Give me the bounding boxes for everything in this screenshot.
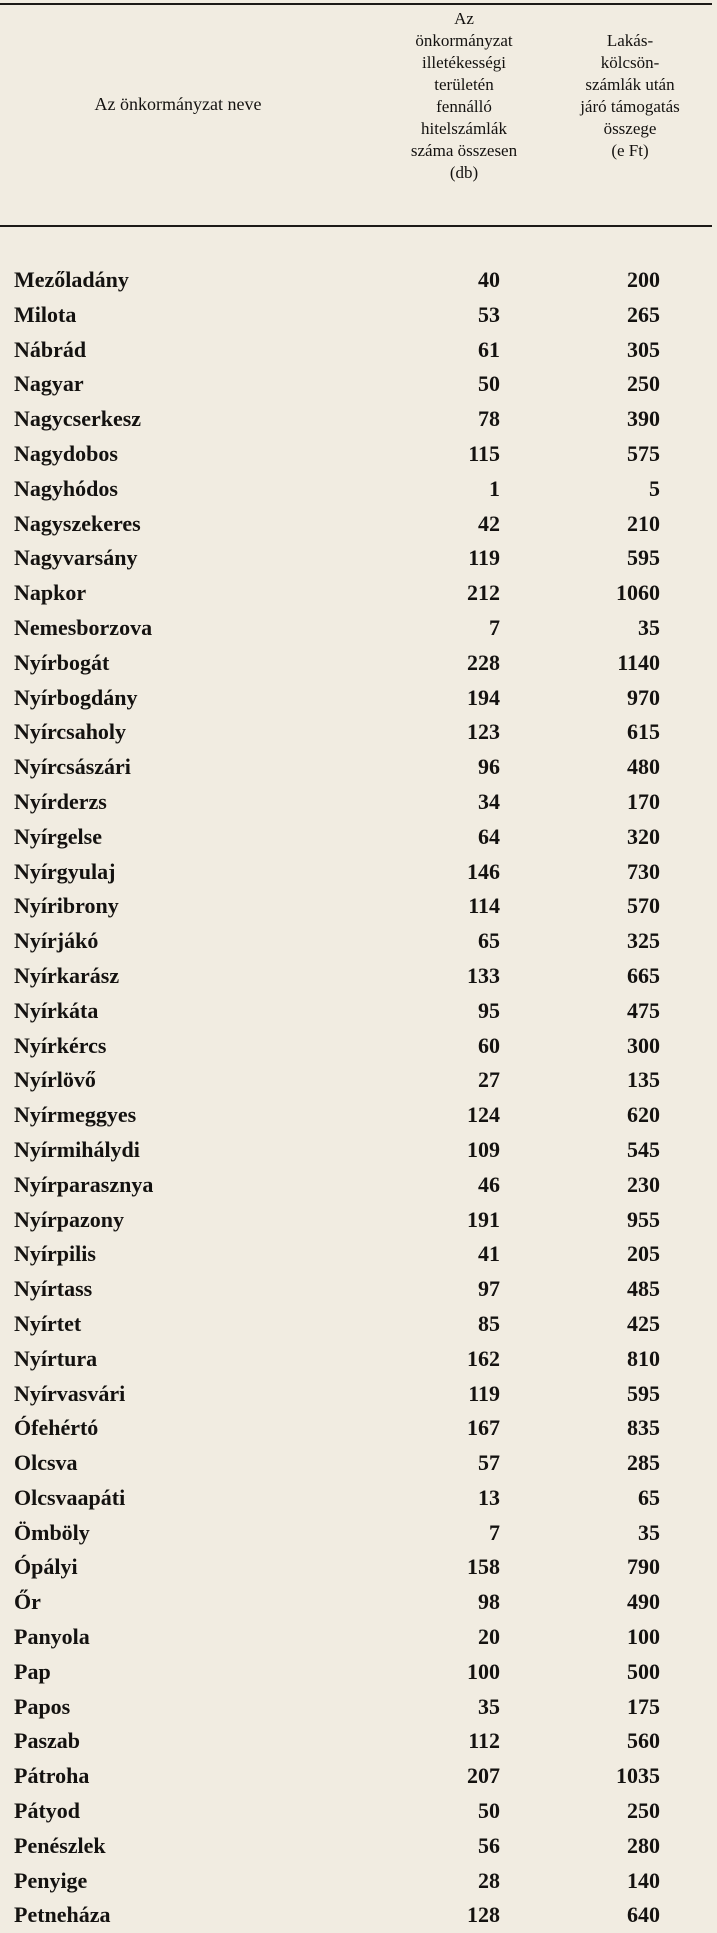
support-amount-cell: 250 bbox=[627, 371, 660, 397]
support-amount-cell: 790 bbox=[627, 1554, 660, 1580]
municipality-name-cell: Nyíribrony bbox=[14, 893, 119, 919]
support-amount-cell: 305 bbox=[627, 336, 660, 362]
table-row bbox=[0, 750, 712, 785]
table-row bbox=[0, 994, 712, 1029]
table-row bbox=[0, 785, 712, 820]
table-row bbox=[0, 333, 712, 368]
municipality-name-cell: Olcsvaapáti bbox=[14, 1484, 126, 1510]
account-count-cell: 98 bbox=[478, 1589, 500, 1615]
account-count-cell: 42 bbox=[478, 510, 500, 536]
support-amount-cell: 390 bbox=[627, 406, 660, 432]
header-amount-line: összege bbox=[603, 119, 657, 138]
support-amount-cell: 810 bbox=[627, 1345, 660, 1371]
account-count-cell: 114 bbox=[468, 893, 500, 919]
support-amount-cell: 230 bbox=[627, 1171, 660, 1197]
table-row bbox=[0, 402, 712, 437]
account-count-cell: 212 bbox=[467, 580, 500, 606]
account-count-cell: 61 bbox=[478, 336, 500, 362]
table-row bbox=[0, 1829, 712, 1864]
municipality-name-cell: Nyírmeggyes bbox=[14, 1102, 137, 1128]
municipality-name-cell: Nyírgelse bbox=[14, 823, 102, 849]
table-row bbox=[0, 1168, 712, 1203]
support-amount-cell: 35 bbox=[638, 614, 660, 640]
municipality-name-cell: Nagycserkesz bbox=[14, 406, 142, 432]
support-amount-cell: 265 bbox=[627, 301, 660, 327]
table-row bbox=[0, 541, 712, 576]
municipality-name-cell: Nyírkarász bbox=[14, 962, 120, 988]
municipality-name-cell: Nagyar bbox=[14, 371, 84, 397]
table-row bbox=[0, 1585, 712, 1620]
table-row bbox=[0, 1203, 712, 1238]
account-count-cell: 146 bbox=[467, 858, 500, 884]
account-count-cell: 162 bbox=[467, 1345, 500, 1371]
table-row bbox=[0, 1342, 712, 1377]
account-count-cell: 13 bbox=[478, 1484, 500, 1510]
table-row bbox=[0, 1307, 712, 1342]
table-row bbox=[0, 855, 712, 890]
account-count-cell: 35 bbox=[478, 1693, 500, 1719]
support-amount-cell: 970 bbox=[627, 684, 660, 710]
support-amount-cell: 135 bbox=[627, 1067, 660, 1093]
support-amount-cell: 65 bbox=[638, 1484, 660, 1510]
table-row bbox=[0, 1724, 712, 1759]
support-amount-cell: 665 bbox=[627, 962, 660, 988]
support-amount-cell: 280 bbox=[627, 1832, 660, 1858]
municipality-name-cell: Nyírlövő bbox=[14, 1067, 96, 1093]
table-row bbox=[0, 472, 712, 507]
support-amount-cell: 835 bbox=[627, 1415, 660, 1441]
municipality-name-cell: Milota bbox=[14, 301, 77, 327]
municipality-name-cell: Nyírparasznya bbox=[14, 1171, 154, 1197]
header-rule bbox=[0, 225, 712, 227]
account-count-cell: 53 bbox=[478, 301, 500, 327]
municipality-name-cell: Nábrád bbox=[14, 336, 87, 362]
header-amount-line: kölcsön- bbox=[600, 53, 660, 72]
account-count-cell: 28 bbox=[478, 1867, 500, 1893]
municipality-name-cell: Nyírpazony bbox=[14, 1206, 124, 1232]
municipality-name-cell: Paszab bbox=[14, 1728, 80, 1754]
account-count-cell: 60 bbox=[478, 1032, 500, 1058]
support-amount-cell: 955 bbox=[627, 1206, 660, 1232]
support-amount-cell: 730 bbox=[627, 858, 660, 884]
account-count-cell: 100 bbox=[467, 1658, 500, 1684]
table-row bbox=[0, 576, 712, 611]
municipality-name-cell: Nyírbogát bbox=[14, 649, 110, 675]
top-rule bbox=[0, 3, 712, 5]
account-count-cell: 158 bbox=[467, 1554, 500, 1580]
municipality-name-cell: Nyírmihálydi bbox=[14, 1136, 140, 1162]
support-amount-cell: 545 bbox=[627, 1136, 660, 1162]
support-amount-cell: 570 bbox=[627, 893, 660, 919]
support-amount-cell: 640 bbox=[627, 1902, 660, 1928]
municipality-name-cell: Nemesborzova bbox=[14, 614, 153, 640]
account-count-cell: 194 bbox=[467, 684, 500, 710]
municipality-name-cell: Penyige bbox=[14, 1867, 88, 1893]
table-row bbox=[0, 1620, 712, 1655]
account-count-cell: 95 bbox=[478, 997, 500, 1023]
table-row bbox=[0, 1864, 712, 1899]
header-count-line: hitelszámlák bbox=[421, 119, 507, 138]
table-row bbox=[0, 924, 712, 959]
header-count-line: illetékességi bbox=[421, 53, 507, 72]
account-count-cell: 1 bbox=[489, 475, 500, 501]
support-amount-cell: 1140 bbox=[617, 649, 660, 675]
account-count-cell: 57 bbox=[478, 1450, 500, 1476]
table-row bbox=[0, 507, 712, 542]
table-row bbox=[0, 1516, 712, 1551]
header-amount-line: (e Ft) bbox=[611, 141, 649, 160]
municipality-name-cell: Nyírkércs bbox=[14, 1032, 107, 1058]
table-row bbox=[0, 1133, 712, 1168]
table-row bbox=[0, 1898, 712, 1933]
support-amount-cell: 170 bbox=[627, 788, 660, 814]
header-count-line: száma összesen bbox=[410, 141, 518, 160]
table-row bbox=[0, 1481, 712, 1516]
municipality-name-cell: Nyírkáta bbox=[14, 997, 99, 1023]
account-count-cell: 167 bbox=[467, 1415, 500, 1441]
table-row bbox=[0, 646, 712, 681]
account-count-cell: 112 bbox=[468, 1728, 500, 1754]
municipality-name-cell: Nyírgyulaj bbox=[14, 858, 116, 884]
municipality-name-cell: Nyírcsaholy bbox=[14, 719, 127, 745]
support-amount-cell: 475 bbox=[627, 997, 660, 1023]
account-count-cell: 27 bbox=[478, 1067, 500, 1093]
account-count-cell: 50 bbox=[478, 371, 500, 397]
account-count-cell: 128 bbox=[467, 1902, 500, 1928]
header-account-count bbox=[380, 8, 548, 184]
table-row bbox=[0, 263, 712, 298]
support-amount-cell: 205 bbox=[627, 1241, 660, 1267]
table-row bbox=[0, 959, 712, 994]
account-count-cell: 46 bbox=[478, 1171, 500, 1197]
header-amount-line: Lakás- bbox=[606, 31, 654, 50]
table-row bbox=[0, 1411, 712, 1446]
account-count-cell: 50 bbox=[478, 1798, 500, 1824]
municipality-name-cell: Pátyod bbox=[14, 1798, 80, 1824]
header-count-line: területén bbox=[434, 75, 494, 94]
municipality-name-cell: Petneháza bbox=[14, 1902, 111, 1928]
support-amount-cell: 480 bbox=[627, 754, 660, 780]
municipality-name-cell: Őr bbox=[14, 1589, 41, 1615]
municipality-name-cell: Ömböly bbox=[14, 1519, 90, 1545]
account-count-cell: 85 bbox=[478, 1310, 500, 1336]
account-count-cell: 78 bbox=[478, 406, 500, 432]
table-row bbox=[0, 681, 712, 716]
table-body bbox=[0, 263, 712, 1933]
support-amount-cell: 5 bbox=[649, 475, 660, 501]
table-row bbox=[0, 820, 712, 855]
header-amount-line: számlák után bbox=[585, 75, 675, 94]
account-count-cell: 133 bbox=[467, 962, 500, 988]
municipality-name-cell: Nyírcsászári bbox=[14, 754, 131, 780]
municipality-name-cell: Nyírjákó bbox=[14, 928, 99, 954]
support-amount-cell: 200 bbox=[627, 267, 660, 292]
header-support-amount bbox=[550, 30, 710, 162]
support-amount-cell: 320 bbox=[627, 823, 660, 849]
municipality-name-cell: Nyírpilis bbox=[14, 1241, 96, 1267]
account-count-cell: 34 bbox=[478, 788, 500, 814]
support-amount-cell: 175 bbox=[627, 1693, 660, 1719]
support-amount-cell: 425 bbox=[627, 1310, 660, 1336]
municipality-name-cell: Olcsva bbox=[14, 1450, 78, 1476]
municipality-name-cell: Nagyvarsány bbox=[14, 545, 138, 571]
table-row bbox=[0, 1655, 712, 1690]
table-row bbox=[0, 298, 712, 333]
support-amount-cell: 1035 bbox=[616, 1763, 660, 1789]
support-amount-cell: 35 bbox=[638, 1519, 660, 1545]
support-amount-cell: 620 bbox=[627, 1102, 660, 1128]
municipality-name-cell: Nyírvasvári bbox=[14, 1380, 126, 1406]
municipality-name-cell: Papos bbox=[14, 1693, 71, 1719]
account-count-cell: 7 bbox=[489, 1519, 500, 1545]
table-row bbox=[0, 1550, 712, 1585]
municipality-name-cell: Panyola bbox=[14, 1624, 90, 1650]
municipality-name-cell: Nyírderzs bbox=[14, 788, 107, 814]
support-amount-cell: 325 bbox=[627, 928, 660, 954]
table-row bbox=[0, 889, 712, 924]
municipality-name-cell: Nagyszekeres bbox=[14, 510, 141, 536]
account-count-cell: 123 bbox=[467, 719, 500, 745]
support-amount-cell: 575 bbox=[627, 440, 660, 466]
municipality-name-cell: Nagydobos bbox=[14, 440, 118, 466]
support-amount-cell: 100 bbox=[627, 1624, 660, 1650]
header-count-line: Az bbox=[454, 9, 474, 28]
support-amount-cell: 1060 bbox=[616, 580, 660, 606]
support-amount-cell: 595 bbox=[627, 545, 660, 571]
header-count-line: önkormányzat bbox=[415, 31, 513, 50]
account-count-cell: 97 bbox=[478, 1276, 500, 1302]
support-amount-cell: 140 bbox=[627, 1867, 660, 1893]
header-count-line: (db) bbox=[449, 163, 479, 182]
municipality-name-cell: Pátroha bbox=[14, 1763, 90, 1789]
support-amount-cell: 250 bbox=[627, 1798, 660, 1824]
account-count-cell: 64 bbox=[478, 823, 500, 849]
municipality-name-cell: Nyírtass bbox=[14, 1276, 93, 1302]
municipality-name-cell: Nyírbogdány bbox=[14, 684, 138, 710]
account-count-cell: 7 bbox=[489, 614, 500, 640]
municipality-name-cell: Nyírtura bbox=[14, 1345, 98, 1371]
table-row bbox=[0, 1237, 712, 1272]
account-count-cell: 119 bbox=[468, 1380, 500, 1406]
municipality-name-cell: Nyírtet bbox=[14, 1310, 82, 1336]
header-amount-line: járó támogatás bbox=[580, 97, 680, 116]
table-row bbox=[0, 1272, 712, 1307]
account-count-cell: 228 bbox=[467, 649, 500, 675]
support-amount-cell: 285 bbox=[627, 1450, 660, 1476]
table-row bbox=[0, 1377, 712, 1412]
account-count-cell: 191 bbox=[467, 1206, 500, 1232]
table-row bbox=[0, 1794, 712, 1829]
account-count-cell: 96 bbox=[478, 754, 500, 780]
support-amount-cell: 485 bbox=[627, 1276, 660, 1302]
municipality-name-cell: Mezőladány bbox=[14, 267, 129, 292]
support-amount-cell: 615 bbox=[627, 719, 660, 745]
table-row bbox=[0, 1029, 712, 1064]
table-row bbox=[0, 715, 712, 750]
table-row bbox=[0, 1446, 712, 1481]
account-count-cell: 115 bbox=[468, 440, 500, 466]
table-row bbox=[0, 1063, 712, 1098]
table-row bbox=[0, 1759, 712, 1794]
table-row bbox=[0, 367, 712, 402]
support-amount-cell: 500 bbox=[627, 1658, 660, 1684]
account-count-cell: 124 bbox=[467, 1102, 500, 1128]
account-count-cell: 109 bbox=[467, 1136, 500, 1162]
support-amount-cell: 595 bbox=[627, 1380, 660, 1406]
support-amount-cell: 210 bbox=[627, 510, 660, 536]
account-count-cell: 40 bbox=[478, 267, 500, 292]
support-amount-cell: 300 bbox=[627, 1032, 660, 1058]
municipality-name-cell: Penészlek bbox=[14, 1832, 106, 1858]
account-count-cell: 207 bbox=[467, 1763, 500, 1789]
municipality-name-cell: Ófehértó bbox=[14, 1415, 99, 1441]
table-row bbox=[0, 437, 712, 472]
support-amount-cell: 560 bbox=[627, 1728, 660, 1754]
account-count-cell: 119 bbox=[468, 545, 500, 571]
header-name-text: Az önkormányzat neve bbox=[94, 94, 262, 114]
municipality-name-cell: Nagyhódos bbox=[14, 475, 118, 501]
table-row bbox=[0, 1098, 712, 1133]
table-row bbox=[0, 611, 712, 646]
header-count-line: fennálló bbox=[436, 97, 492, 116]
municipality-name-cell: Napkor bbox=[14, 580, 87, 606]
header-municipality-name bbox=[28, 93, 328, 115]
account-count-cell: 56 bbox=[478, 1832, 500, 1858]
support-amount-cell: 490 bbox=[627, 1589, 660, 1615]
account-count-cell: 20 bbox=[478, 1624, 500, 1650]
account-count-cell: 65 bbox=[478, 928, 500, 954]
account-count-cell: 41 bbox=[478, 1241, 500, 1267]
table-row bbox=[0, 1690, 712, 1725]
municipality-name-cell: Ópályi bbox=[14, 1554, 78, 1580]
municipality-name-cell: Pap bbox=[14, 1658, 51, 1684]
